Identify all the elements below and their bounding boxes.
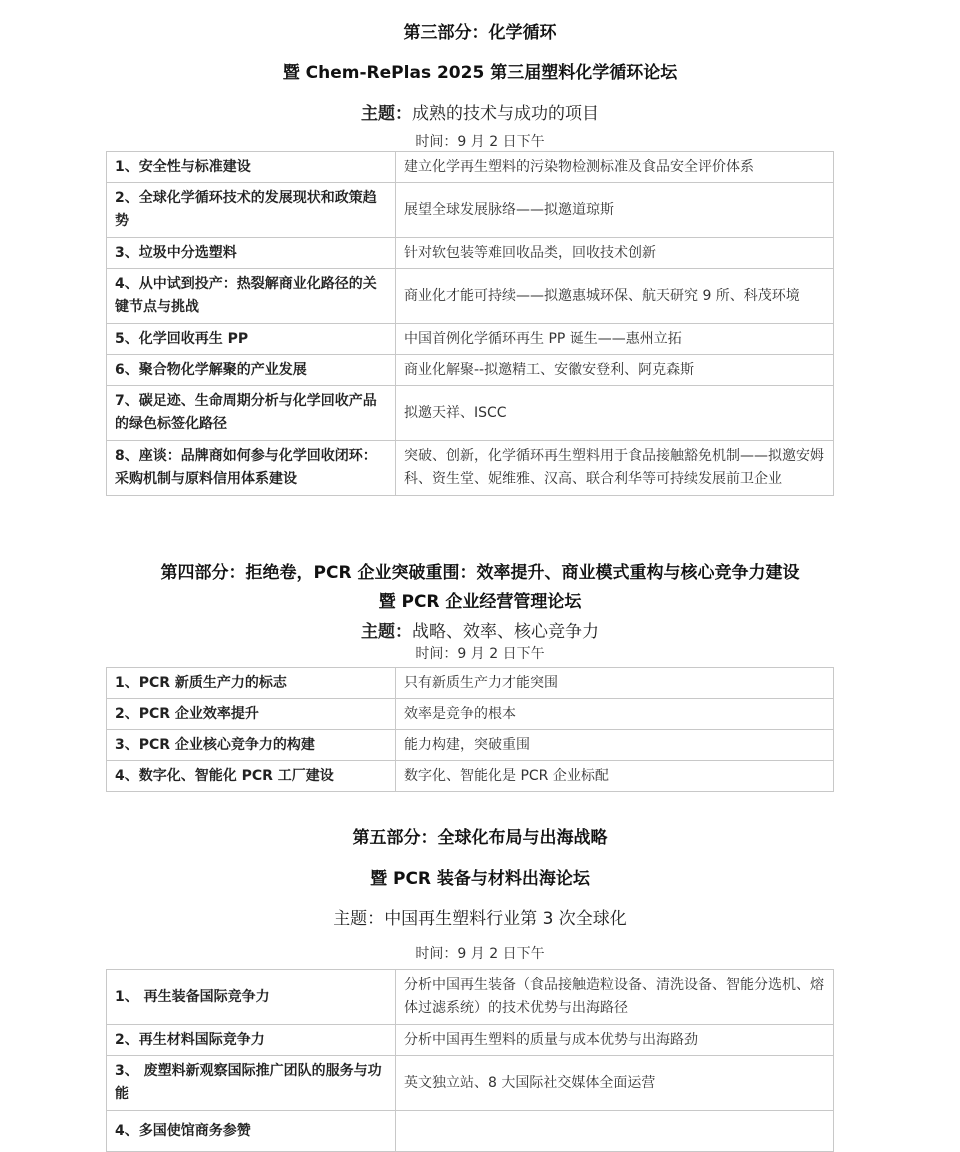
section3-time: 时间：9 月 2 日下午 bbox=[415, 134, 545, 150]
section4-topic-4: 4、数字化、智能化 PCR 工厂建设 bbox=[107, 761, 396, 792]
table-row bbox=[107, 730, 834, 761]
section3-desc-1: 建立化学再生塑料的污染物检测标准及食品安全评价体系 bbox=[396, 152, 834, 183]
section5-theme bbox=[0, 904, 960, 929]
section3-theme-text: 成熟的技术与成功的项目 bbox=[412, 104, 599, 124]
section4-title: 第四部分：拒绝卷，PCR 企业突破重围：效率提升、商业模式重构与核心竞争力建设 bbox=[160, 563, 800, 583]
section5-topic-2: 2、再生材料国际竞争力 bbox=[107, 1025, 396, 1056]
section4-time: 时间：9 月 2 日下午 bbox=[415, 646, 545, 662]
section4-desc-2: 效率是竞争的根本 bbox=[396, 699, 834, 730]
section4-table bbox=[106, 667, 834, 792]
section5-topic-1: 1、 再生装备国际竞争力 bbox=[107, 970, 396, 1025]
section5-topic-4: 4、多国使馆商务参赞 bbox=[107, 1111, 396, 1152]
table-row bbox=[107, 761, 834, 792]
section4-topic-3: 3、PCR 企业核心竞争力的构建 bbox=[107, 730, 396, 761]
section5-theme-text: 中国再生塑料行业第 3 次全球化 bbox=[384, 909, 627, 929]
table-row bbox=[107, 970, 834, 1025]
section3-theme bbox=[0, 99, 960, 124]
section3-topic-6: 6、聚合物化学解聚的产业发展 bbox=[107, 355, 396, 386]
section3-topic-1: 1、安全性与标准建设 bbox=[107, 152, 396, 183]
section3-topic-5: 5、化学回收再生 PP bbox=[107, 324, 396, 355]
section3-subtitle: 暨 Chem-RePlas 2025 第三届塑料化学循环论坛 bbox=[282, 63, 678, 83]
section4-desc-4: 数字化、智能化是 PCR 企业标配 bbox=[396, 761, 834, 792]
section3-desc-6: 商业化解聚--拟邀精工、安徽安登利、阿克森斯 bbox=[396, 355, 834, 386]
table-row bbox=[107, 355, 834, 386]
section3-desc-7: 拟邀天祥、ISCC bbox=[396, 386, 834, 441]
section3-table bbox=[106, 151, 834, 496]
table-row bbox=[107, 269, 834, 324]
section3-title: 第三部分：化学循环 bbox=[403, 23, 557, 43]
table-row bbox=[107, 238, 834, 269]
section4-desc-3: 能力构建，突破重围 bbox=[396, 730, 834, 761]
section3-desc-8: 突破、创新，化学循环再生塑料用于食品接触豁免机制——拟邀安姆科、资生堂、妮维雅、汉高、联合利华等可持续发展前卫企业 bbox=[396, 441, 834, 496]
section5-title: 第五部分：全球化布局与出海战略 bbox=[352, 828, 608, 848]
section5-desc-2: 分析中国再生塑料的质量与成本优势与出海路劲 bbox=[396, 1025, 834, 1056]
table-row bbox=[107, 386, 834, 441]
table-row bbox=[107, 1111, 834, 1152]
table-row bbox=[107, 1025, 834, 1056]
section4-topic-1: 1、PCR 新质生产力的标志 bbox=[107, 668, 396, 699]
section4-topic-2: 2、PCR 企业效率提升 bbox=[107, 699, 396, 730]
section4-subtitle: 暨 PCR 企业经营管理论坛 bbox=[378, 592, 582, 612]
section3-desc-5: 中国首例化学循环再生 PP 诞生——惠州立拓 bbox=[396, 324, 834, 355]
table-row bbox=[107, 1056, 834, 1111]
section3-topic-3: 3、垃圾中分选塑料 bbox=[107, 238, 396, 269]
section3-theme-label: 主题： bbox=[361, 104, 412, 124]
table-row bbox=[107, 699, 834, 730]
section4-theme bbox=[0, 617, 960, 642]
section3-desc-4: 商业化才能可持续——拟邀惠城环保、航天研究 9 所、科茂环境 bbox=[396, 269, 834, 324]
section4-theme-label: 主题： bbox=[361, 622, 412, 642]
section3-desc-3: 针对软包装等难回收品类，回收技术创新 bbox=[396, 238, 834, 269]
section3-topic-4: 4、从中试到投产：热裂解商业化路径的关键节点与挑战 bbox=[107, 269, 396, 324]
section3-topic-7: 7、碳足迹、生命周期分析与化学回收产品的绿色标签化路径 bbox=[107, 386, 396, 441]
section3-topic-2: 2、全球化学循环技术的发展现状和政策趋势 bbox=[107, 183, 396, 238]
section3-topic-8: 8、座谈：品牌商如何参与化学回收闭环：采购机制与原料信用体系建设 bbox=[107, 441, 396, 496]
section5-topic-3: 3、 废塑料新观察国际推广团队的服务与功能 bbox=[107, 1056, 396, 1111]
section5-time: 时间：9 月 2 日下午 bbox=[415, 946, 545, 962]
table-row bbox=[107, 152, 834, 183]
section5-subtitle: 暨 PCR 装备与材料出海论坛 bbox=[370, 869, 590, 889]
table-row bbox=[107, 324, 834, 355]
table-row bbox=[107, 441, 834, 496]
section5-table bbox=[106, 969, 834, 1152]
section3-desc-2: 展望全球发展脉络——拟邀道琼斯 bbox=[396, 183, 834, 238]
section4-desc-1: 只有新质生产力才能突围 bbox=[396, 668, 834, 699]
table-row bbox=[107, 183, 834, 238]
section4-theme-text: 战略、效率、核心竞争力 bbox=[412, 622, 599, 642]
section5-theme-label: 主题： bbox=[333, 909, 385, 929]
section5-desc-3: 英文独立站、8 大国际社交媒体全面运营 bbox=[396, 1056, 834, 1111]
section5-desc-4 bbox=[396, 1111, 834, 1152]
section5-desc-1: 分析中国再生装备（食品接触造粒设备、清洗设备、智能分选机、熔体过滤系统）的技术优势与出海路径 bbox=[396, 970, 834, 1025]
table-row bbox=[107, 668, 834, 699]
